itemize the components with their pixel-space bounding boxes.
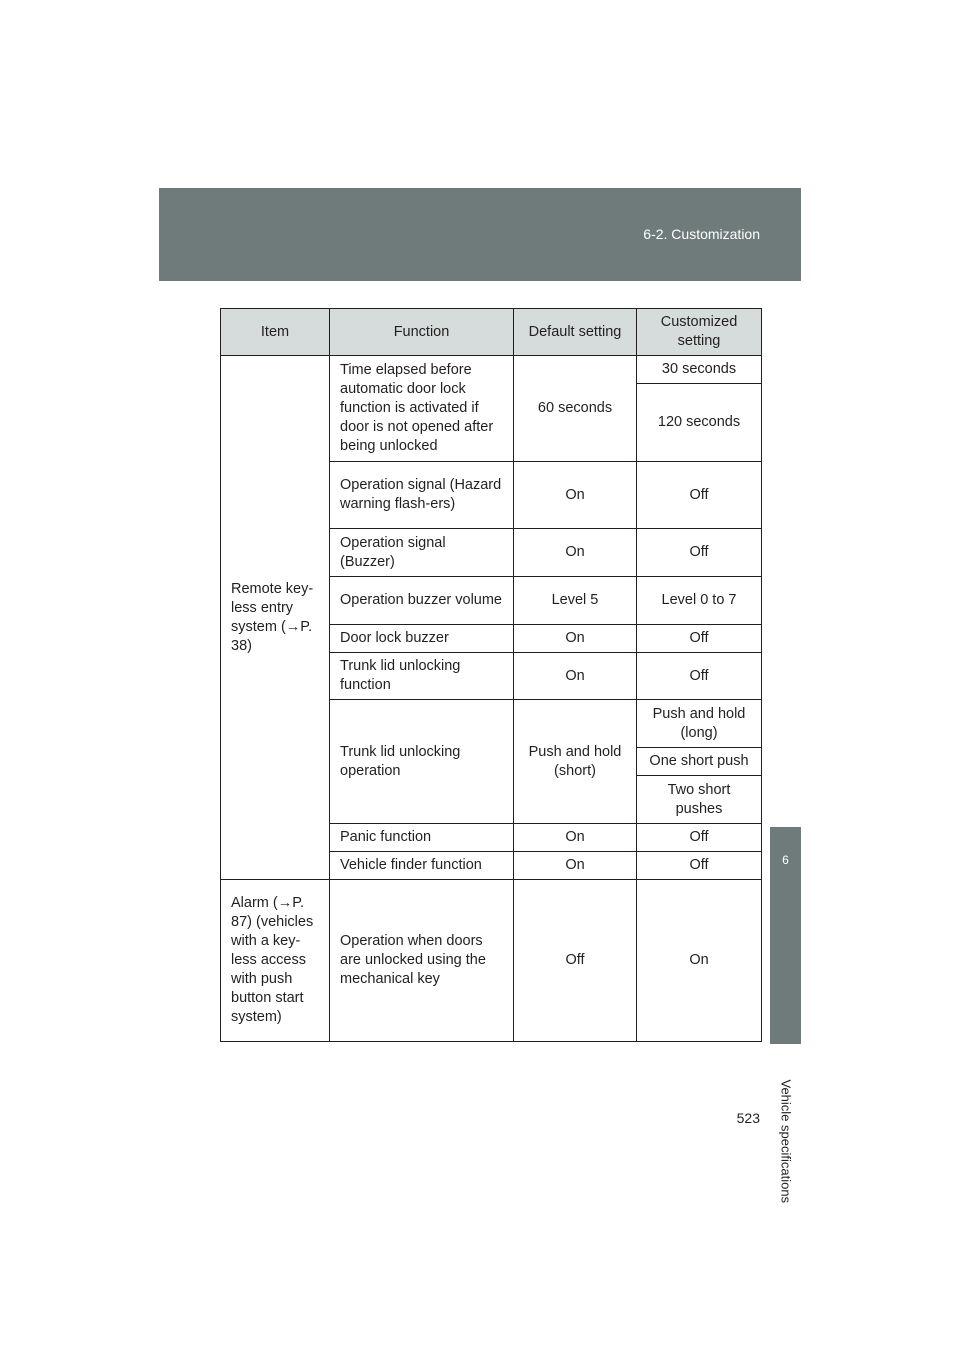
section-title: 6-2. Customization <box>643 226 760 242</box>
function-cell: Operation signal (Hazard warning flash-ers) <box>330 462 514 529</box>
default-cell: On <box>514 529 637 577</box>
function-cell: Trunk lid unlocking operation <box>330 700 514 824</box>
custom-cell: Off <box>637 462 762 529</box>
custom-cell: 30 seconds <box>637 356 762 384</box>
function-cell: Vehicle finder function <box>330 852 514 880</box>
function-cell: Operation buzzer volume <box>330 577 514 625</box>
default-cell: On <box>514 653 637 700</box>
default-cell: On <box>514 824 637 852</box>
custom-cell: Two short pushes <box>637 776 762 824</box>
chapter-label: Vehicle specifications <box>778 1079 794 1204</box>
default-cell: Push and hold (short) <box>514 700 637 824</box>
function-cell: Trunk lid unlocking function <box>330 653 514 700</box>
table-row <box>221 356 762 384</box>
function-cell: Time elapsed before automatic door lock function is activated if door is not opened after being unlocked <box>330 356 514 462</box>
page-number: 523 <box>736 1110 760 1126</box>
chapter-header <box>159 188 801 281</box>
column-header-default: Default setting <box>514 309 637 356</box>
custom-cell: On <box>637 880 762 1042</box>
default-cell: 60 seconds <box>514 356 637 462</box>
item-alarm: Alarm (→P. 87) (vehicles with a key-less access with push button start system) <box>221 880 330 1042</box>
default-cell: Off <box>514 880 637 1042</box>
default-cell: On <box>514 852 637 880</box>
custom-cell: Level 0 to 7 <box>637 577 762 625</box>
custom-cell: One short push <box>637 748 762 776</box>
column-header-function: Function <box>330 309 514 356</box>
default-cell: On <box>514 625 637 653</box>
function-cell: Panic function <box>330 824 514 852</box>
custom-cell: Off <box>637 653 762 700</box>
item-remote-keyless: Remote key-less entry system (→P. 38) <box>221 356 330 880</box>
custom-cell: 120 seconds <box>637 384 762 462</box>
function-cell: Operation when doors are unlocked using the mechanical key <box>330 880 514 1042</box>
custom-cell: Off <box>637 529 762 577</box>
function-cell: Operation signal (Buzzer) <box>330 529 514 577</box>
chapter-tab <box>770 827 801 1044</box>
table-row <box>221 880 762 1042</box>
function-cell: Door lock buzzer <box>330 625 514 653</box>
custom-cell: Push and hold (long) <box>637 700 762 748</box>
default-cell: On <box>514 462 637 529</box>
customization-table <box>220 308 762 1042</box>
column-header-customized: Customized setting <box>637 309 762 356</box>
table-header-row <box>221 309 762 356</box>
default-cell: Level 5 <box>514 577 637 625</box>
chapter-number: 6 <box>782 853 789 867</box>
custom-cell: Off <box>637 824 762 852</box>
custom-cell: Off <box>637 625 762 653</box>
custom-cell: Off <box>637 852 762 880</box>
column-header-item: Item <box>221 309 330 356</box>
